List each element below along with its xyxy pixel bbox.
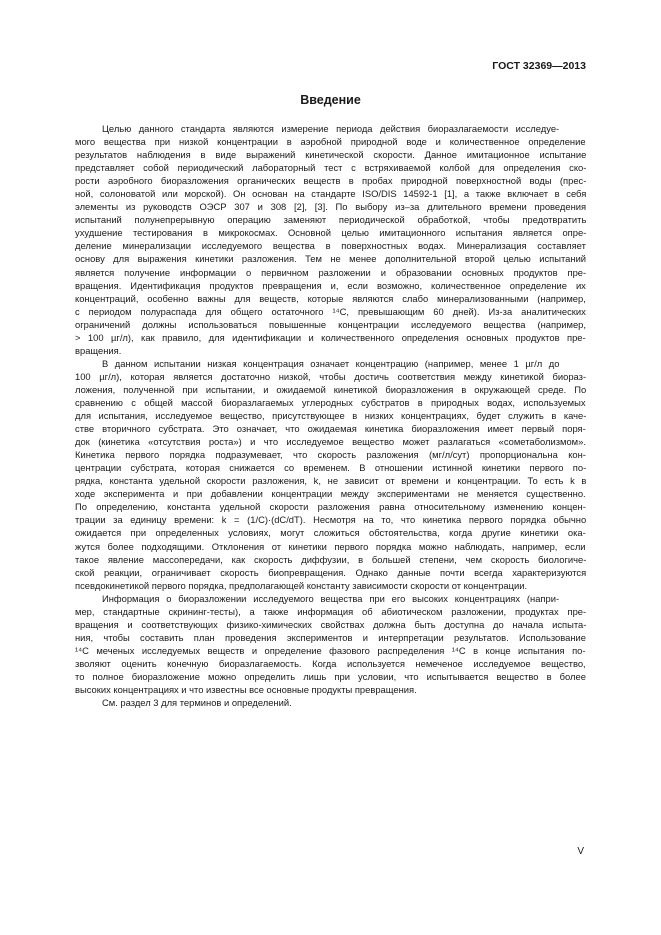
text-line: деление минерализации исследуемого вещества в поверхностных водах. Минерализация составляет	[75, 240, 586, 252]
text-line: ходе эксперимента и при добавлении концентрации между экспериментами не меняется существенно.	[75, 488, 586, 500]
text-line: Целью данного стандарта являются измерение периода действия биоразлагаемости исследуе-	[102, 123, 560, 134]
text-line: вращения.	[75, 344, 122, 356]
paragraph	[75, 122, 586, 357]
text-line: Кинетика первого порядка подразумевает, что скорость разложения (мг/л/сут) пропорциональна кон-	[75, 449, 586, 461]
text-line: результатов наблюдения в виде выражений кинетической скорости. Данное имитационное испытание	[75, 149, 586, 161]
text-line: В данном испытании низкая концентрация означает концентрацию (например, менее 1 µг/л до	[102, 357, 560, 369]
text-line: Информация о биоразложении исследуемого вещества при его высоких концентрациях (напри-	[102, 592, 560, 604]
text-line: стве вторичного субстрата. Это означает, что ожидаемая кинетика биоразложения имеет первый поря-	[75, 423, 586, 435]
document-code: ГОСТ 32369—2013	[492, 60, 586, 72]
text-line: вращения. Идентификация продуктов превращения и, если возможно, количественное определение их	[75, 279, 586, 291]
text-line: является получение информации о первичном разложении и образовании основных продуктов пре-	[75, 266, 586, 278]
page-number: V	[577, 846, 584, 857]
text-line: концентраций, особенно важны для веществ, которые являются слабо минерализованными (например,	[75, 292, 586, 304]
text-line: ской реакции, ограничивает скорость биопревращения. Однако данные почти всегда характеризуются	[75, 566, 586, 578]
body-text	[75, 122, 586, 709]
text-line: жутся более подходящими. Отклонения от кинетики первого порядка можно наблюдать, например, если	[75, 540, 586, 552]
text-line: с периодом полураспада для общего остаточного ¹⁴C, превышающим 60 дней). Из-за аналитических	[75, 305, 586, 317]
text-line: По определению, константа удельной скорости разложения равна относительному изменению концен-	[75, 501, 586, 513]
text-line: псевдокинетикой первого порядка, предполагающей константу зависимости скорости от концентрации.	[75, 579, 528, 591]
text-line: мого вещества при низкой концентрации в аэробной природной воде и количественное определение	[75, 136, 586, 148]
text-line: ложения, полученной при испытании, и ожидаемой кинетикой биоразложения в окружающей среде. По	[75, 383, 586, 395]
text-line: См. раздел 3 для терминов и определений.	[102, 697, 292, 709]
text-line: ограничений должны использоваться повышенные концентрации исследуемого вещества (например,	[75, 318, 586, 330]
text-line: основу для выражения кинетики разложения. Тем не менее дополнительной второй целью испытаний	[75, 253, 586, 265]
text-line: ния, чтобы составить план проведения экспериментов и интерпретации результатов. Использование	[75, 631, 586, 643]
text-line: вращения и соответствующих физико-химических свойствах должна быть доступна до начала испыта-	[75, 618, 586, 630]
text-line: трации за единицу времени: k = (1/C)·(dC/dT). Несмотря на то, что кинетика первого порядка обычно	[75, 514, 586, 526]
section-title: Введение	[300, 93, 361, 107]
text-line: док (кинетика «отсутствия роста») и что исследуемое вещество может разлагаться «сометаболизмом».	[75, 436, 586, 448]
text-line: зволяют оценить конечную биоразлагаемость. Когда используется немеченое исследуемое вещество,	[75, 657, 586, 669]
text-line: представляет собой периодический лабораторный тест с встряхиваемой колбой для определения ско-	[75, 162, 586, 174]
text-line: рости аэробного биоразложения органических веществ в пробах природной поверхностной воды (прес-	[75, 175, 586, 187]
text-line: > 100 µг/л), как правило, для идентификации и количественного определения основных продуктов пре-	[75, 331, 586, 343]
text-line: то полное биоразложение можно определить лишь при условии, что испытывается вещество в более	[75, 670, 586, 682]
text-line: такое явление массопередачи, как скорость диффузии, в большей степени, чем скорость биологиче-	[75, 553, 586, 565]
text-line: 100 µг/л), которая является достаточно низкой, чтобы достичь соответствия между кинетикой биораз-	[75, 370, 586, 382]
text-line: ухудшение тестирования в микрокосмах. Основной целью имитационного испытания является опре-	[75, 227, 586, 239]
text-line: высоких концентрациях и что известны все основные продукты превращения.	[75, 684, 417, 696]
text-line: элементы из руководств ОЭСР 307 и 308 [2], [3]. По выбору из–за длительного времени проведения	[75, 201, 586, 213]
paragraph	[75, 592, 586, 696]
text-line: испытаний полунепрерывную операцию заменяют периодической обработкой, чтобы предотвратить	[75, 214, 586, 226]
text-line: мер, стандартные скрининг-тесты), а также информация об абиотическом разложении, продуктах пре-	[75, 605, 586, 617]
paragraph	[75, 696, 586, 709]
text-line: ¹⁴C меченых исследуемых веществ и определение фазового распределения ¹⁴C в конце испытания по-	[75, 644, 586, 656]
paragraph	[75, 357, 586, 592]
text-line: ожидается при определенных условиях, могут сложиться обстоятельства, когда другие кинетики ока-	[75, 527, 586, 539]
text-line: центрации субстрата, которая снижается со временем. В отношении истинной кинетики первого по-	[75, 462, 586, 474]
text-line: рядка, константа удельной скорости разложения, k, не зависит от времени и концентрации. То есть k в	[75, 475, 586, 487]
text-line: ной, солоноватой или морской). Он основан на стандарте ISO/DIS 14592-1 [1], а также включает в себя	[75, 188, 586, 200]
text-line: для испытания, исследуемое вещество, присутствующее в низких концентрациях, будет служить в каче-	[75, 410, 586, 422]
text-line: сравнению с общей массой биоразлагаемых углеродных субстратов в природных водах, используемых	[75, 396, 586, 408]
